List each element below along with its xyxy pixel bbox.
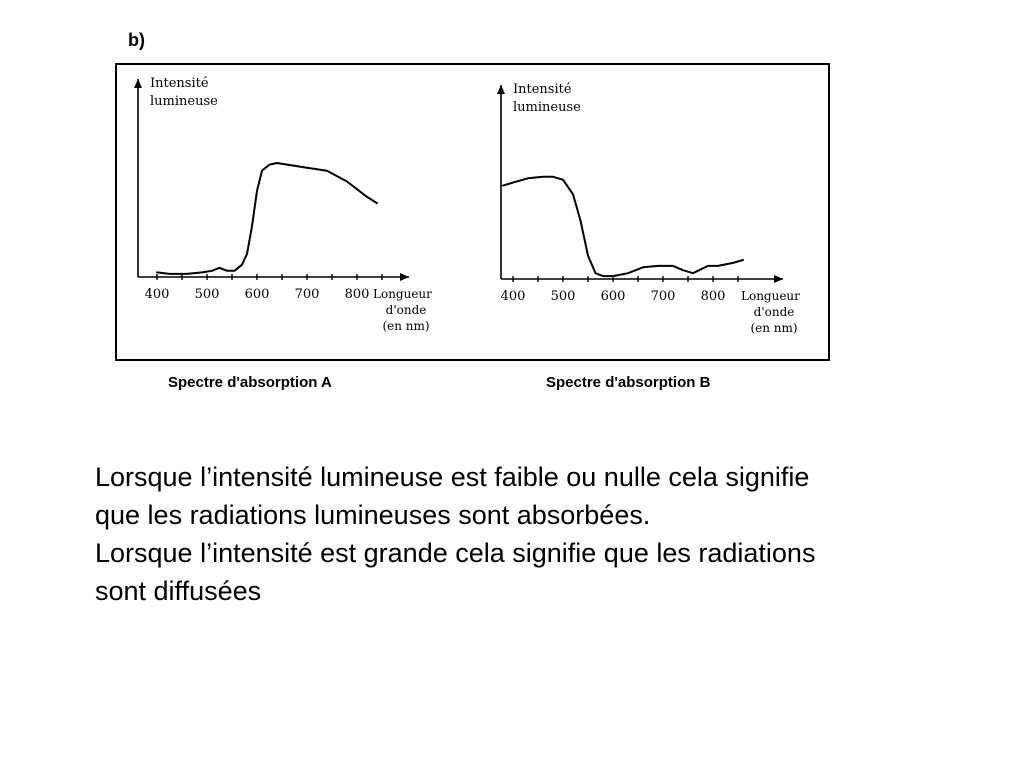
chart-b-x-tick-label: 400 (500, 289, 526, 304)
chart-b-x-axis-title: (en nm) (750, 321, 798, 335)
chart-a-x-axis-arrow (400, 273, 409, 281)
chart-a-x-axis-title: (en nm) (382, 319, 430, 333)
explanation-text (95, 458, 855, 610)
chart-a-x-axis-title: d'onde (385, 303, 427, 317)
chart-a-x-tick-label: 500 (194, 287, 220, 302)
chart-b-y-axis-arrow (497, 85, 505, 94)
chart-b-x-axis-title: Longueur (741, 289, 800, 303)
chart-b-y-axis-title: lumineuse (513, 100, 581, 115)
chart-b-x-axis-title: d'onde (753, 305, 795, 319)
chart-b-intensity-curve (503, 177, 743, 276)
explanation-paragraph-absorbed: Lorsque l’intensité lumineuse est faible ou nulle cela signifie que les radiations lumineuses sont absorbées. (95, 462, 810, 530)
chart-b-x-tick-label: 500 (550, 289, 576, 304)
chart-a-y-axis-title: lumineuse (150, 94, 218, 109)
chart-a-x-tick-label: 600 (244, 287, 270, 302)
explanation-paragraph-diffused: Lorsque l’intensité est grande cela signifie que les radiations sont diffusées (95, 538, 816, 606)
chart-a-x-tick-label: 400 (144, 287, 170, 302)
chart-a-x-axis-title: Longueur (373, 287, 432, 301)
chart-a-y-axis-arrow (134, 79, 142, 88)
chart-a-x-tick-label: 700 (294, 287, 320, 302)
chart-a-intensity-curve (157, 163, 377, 274)
figure-frame (115, 63, 830, 361)
chart-b-x-axis-arrow (774, 275, 783, 283)
chart-b-y-axis-title: Intensité (513, 82, 572, 97)
chart-b-x-tick-label: 800 (700, 289, 726, 304)
chart-a-x-tick-label: 800 (344, 287, 370, 302)
chart-a-caption: Spectre d'absorption A (168, 374, 332, 391)
chart-b-caption: Spectre d'absorption B (546, 374, 711, 391)
absorption-spectrum-b-chart (481, 65, 831, 359)
chart-a-y-axis-title: Intensité (150, 76, 209, 91)
chart-b-x-tick-label: 700 (650, 289, 676, 304)
panel-label: b) (128, 30, 145, 50)
chart-b-x-tick-label: 600 (600, 289, 626, 304)
absorption-spectrum-a-chart (117, 65, 477, 359)
